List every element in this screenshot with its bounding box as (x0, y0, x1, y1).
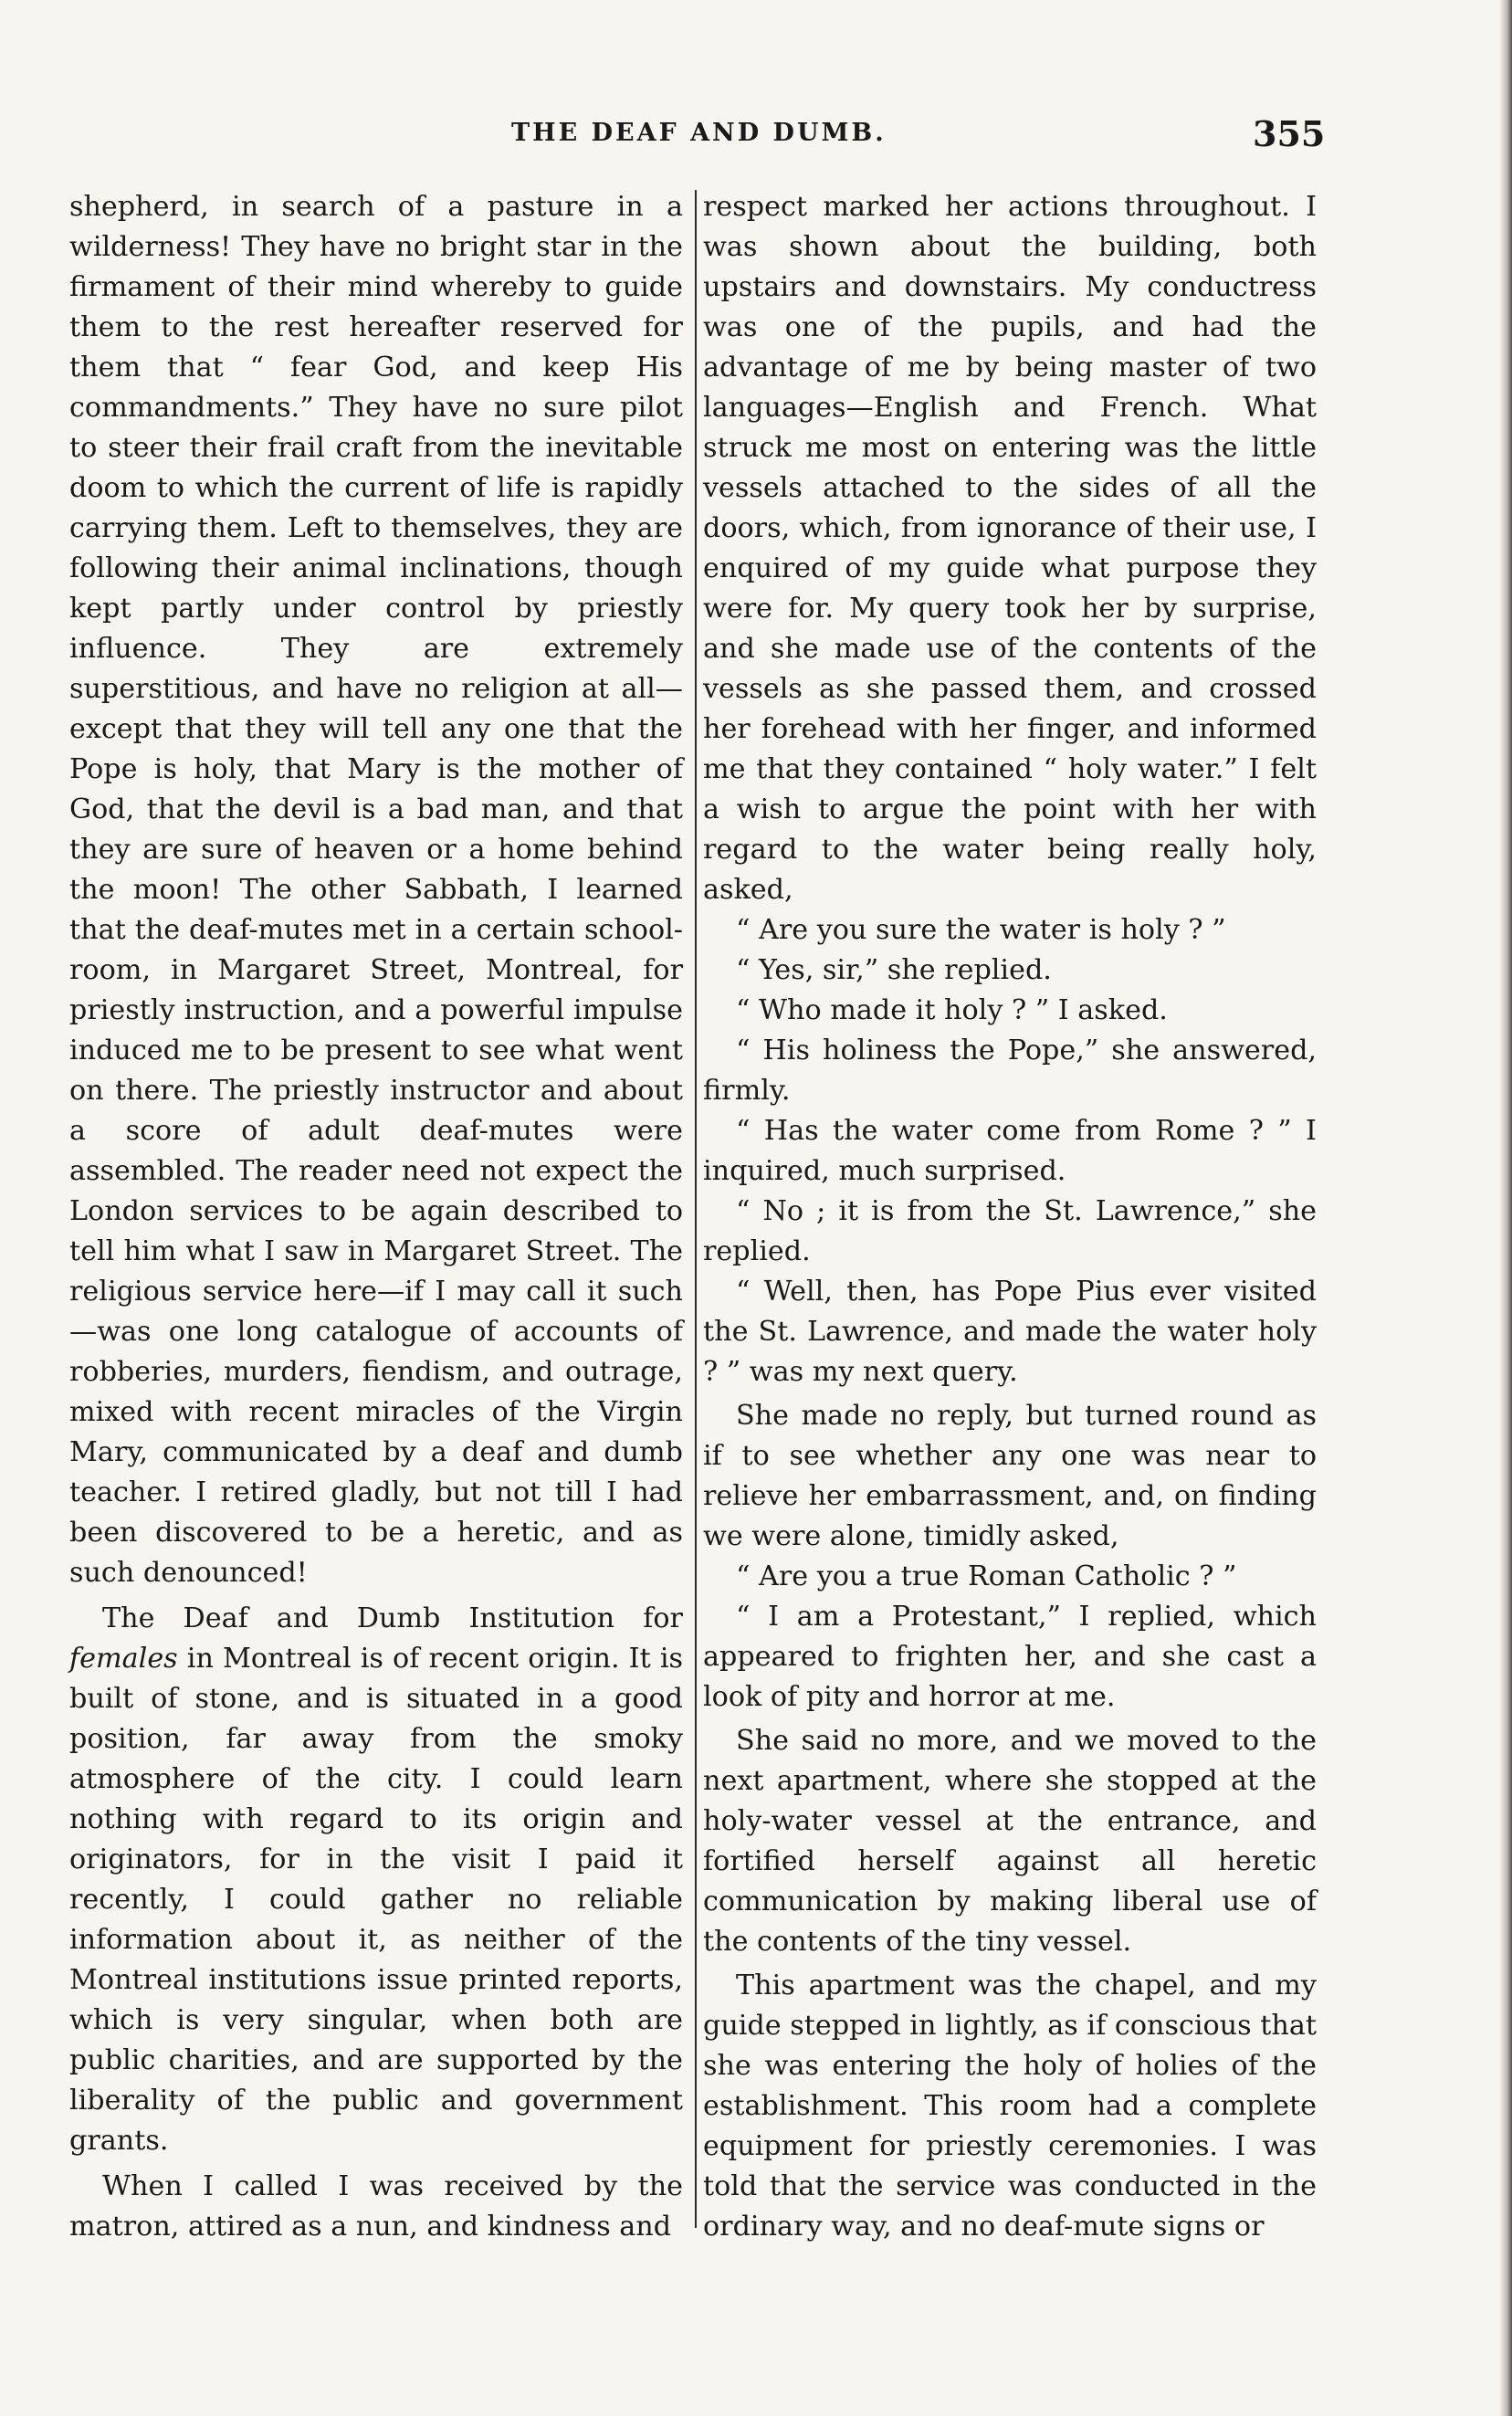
dialogue-line: “ Are you a true Roman Catholic ? ” (736, 1560, 1237, 1592)
running-head (0, 113, 1512, 159)
paragraph-chapel: This apartment was the chapel, and my guide stepped in lightly, as if conscious that she was entering the holy of holies of the establishment. This room had a complete equipment for priestly ceremonies. I was told that the service was conducted in the ordinary way, and no deaf-mute signs or (703, 1970, 1317, 2243)
dialogue-line: “ Who made it holy ? ” I asked. (736, 994, 1168, 1026)
left-column (69, 187, 683, 2243)
dialogue-line: “ His holiness the Pope,” she answered, firmly. (703, 1035, 1317, 1107)
paragraph-next-apartment: She said no more, and we moved to the next apartment, where she stopped at the holy-water vessel at the entrance, and fortified herself against all heretic communication by making liberal use of the contents of the tiny vessel. (703, 1725, 1317, 1958)
italic-word: females (69, 1643, 178, 1675)
paragraph-visit: When I called I was received by the matron, attired as a nun, and kindness and (69, 2170, 683, 2243)
text-segment: The Deaf and Dumb Institution for (102, 1602, 683, 1634)
paragraph-continued: respect marked her actions throughout. I was shown about the building, both upstairs and downstairs. My conductress was one of the pupils, and had the advantage of me by being master of two languages—English and French. What struck me most on entering was the little vessels attached to the sides of all the doors, which, from ignorance of their use, I enquired of my guide what purpose they were for. My query took her by surprise, and she made use of the contents of the vessels as she passed them, and crossed her forehead with her finger, and informed me that they contained “ holy water.” I felt a wish to argue the point with her with regard to the water being really holy, asked, (703, 191, 1317, 906)
paragraph-continued: shepherd, in search of a pasture in a wilderness! They have no bright star in the firmament of their mind whereby to guide them to the rest hereafter reserved for them that “ fear God, and keep His commandments.” They have no sure pilot to steer their frail craft from the inevitable doom to which the current of life is rapidly carrying them. Left to themselves, they are following their animal inclinations, though kept partly under control by priestly influence. They are extremely superstitious, and have no religion at all—except that they will tell any one that the Pope is holy, that Mary is the mother of God, that the devil is a bad man, and that they are sure of heaven or a home behind the moon! The other Sabbath, I learned that the deaf-mutes met in a certain school-room, in Margaret Street, Montreal, for priestly instruction, and a powerful impulse induced me to be present to see what went on there. The priestly instructor and about a score of adult deaf-mutes were assembled. The reader need not expect the London services to be again described to tell him what I saw in Margaret Street. The religious service here—if I may call it such—was one long catalogue of accounts of robberies, murders, fiendism, and outrage, mixed with recent miracles of the Virgin Mary, communicated by a deaf and dumb teacher. I retired gladly, but not till I had been discovered to be a heretic, and as such denounced! (69, 191, 683, 1589)
paragraph-institution (69, 1599, 683, 2161)
right-column (703, 187, 1317, 2243)
dialogue-line: “ Has the water come from Rome ? ” I inquired, much surprised. (703, 1115, 1317, 1187)
dialogue-line: “ Yes, sir,” she replied. (736, 954, 1052, 986)
page-number: 355 (1253, 113, 1326, 154)
dialogue-line: “ I am a Protestant,” I replied, which appeared to frighten her, and she cast a look of pity and horror at me. (703, 1601, 1317, 1713)
dialogue-line: “ Are you sure the water is holy ? ” (736, 914, 1226, 946)
text-segment: in Montreal is of recent origin. It is built of stone, and is situated in a good position, far away from the smoky atmosphere of the city. I could learn nothing with regard to its origin and originators, for in the visit I paid it recently, I could gather no reliable information about it, as neither of the Montreal institutions issue printed reports, which is very singular, when both are public charities, and are supported by the liberality of the public and government grants. (69, 1643, 683, 2157)
running-title: THE DEAF AND DUMB. (511, 119, 887, 147)
dialogue-line: “ No ; it is from the St. Lawrence,” she replied. (703, 1195, 1317, 1267)
page-edge-shadow (1499, 0, 1512, 2416)
dialogue-line: “ Well, then, has Pope Pius ever visited the St. Lawrence, and made the water holy ? ” was my next query. (703, 1276, 1317, 1388)
column-divider (695, 190, 697, 2228)
paragraph-no-reply: She made no reply, but turned round as if to see whether any one was near to relieve her embarrassment, and, on finding we were alone, timidly asked, (703, 1400, 1317, 1552)
